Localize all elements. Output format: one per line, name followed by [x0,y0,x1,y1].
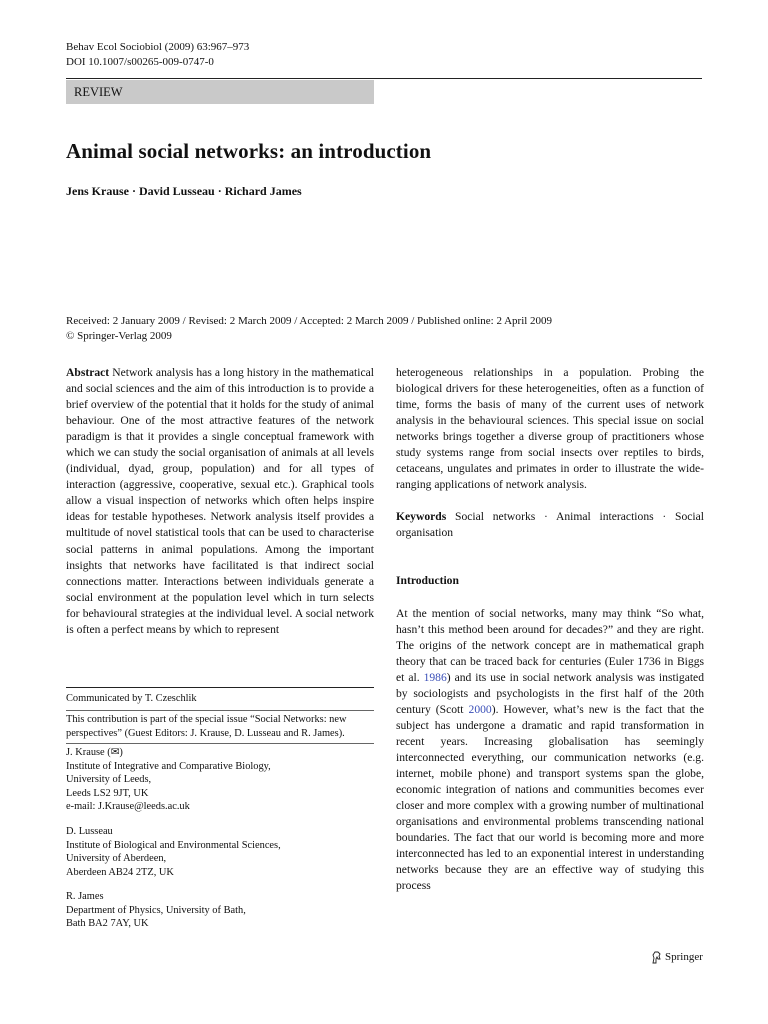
right-column [396,365,704,894]
article-title: Animal social networks: an introduction [66,139,432,163]
affil-line: R. James [66,891,104,902]
intro-text: At the mention of social networks, many may think “So what, hasn’t this method been around for decades?” and they are right. The origins of the network concept are in mathematical graph theory that can be traced back for centuries (Euler 1736 in Biggs et al. [396,606,704,684]
doi: DOI 10.1007/s00265-009-0747-0 [66,56,214,68]
intro-text: ). However, what’s new is the fact that the subject has undergone a dramatic and rapid transformation in recent years. Increasing globalisation has seemingly interconnected everything, our communication networks (e.g. internet, mobile phone) and transport systems span the globe, economic integration of nations and communities becomes ever closer and more complex with a growing number of multinational organisations and environmental problems transcending national boundaries. The fact that our world is becoming more and more interconnected has led to an exponential interest in understanding networks because they are an effective way of studying this process [396,702,704,893]
note-divider [66,743,374,744]
abstract [66,365,374,638]
springer-horse-icon [651,951,662,964]
affil-line: J. Krause (✉) [66,747,123,758]
keywords [396,509,704,541]
affil-line: Department of Physics, University of Bath, [66,904,246,916]
publisher-name: Springer [665,951,703,963]
abstract-label: Abstract [66,366,110,379]
affil-line: Institute of Integrative and Comparative Biology, [66,760,271,772]
author-list: Jens Krause · David Lusseau · Richard James [66,184,302,198]
affil-line: University of Aberdeen, [66,853,167,865]
special-issue-note: This contribution is part of the special issue “Social Networks: new perspectives” (Guest Editors: J. Krause, D. Lusseau and R. James). [66,714,347,739]
abstract-left-column [66,365,374,638]
affil-line: D. Lusseau [66,826,113,837]
section-label: REVIEW [66,80,374,104]
affiliation-james [66,890,374,931]
journal-citation: Behav Ecol Sociobiol (2009) 63:967–973 [66,41,250,53]
introduction-paragraph [396,606,704,895]
affil-line: University of Leeds, [66,774,152,786]
history-dates [66,314,552,344]
affil-line: Bath BA2 7AY, UK [66,918,149,930]
affiliation-krause [66,746,374,814]
communicated-note: Communicated by T. Czeschlik [66,693,197,704]
affil-line: Institute of Biological and Environmental Sciences, [66,839,281,851]
citation-link[interactable]: 2000 [468,702,492,716]
email-address[interactable]: e-mail: J.Krause@leeds.ac.uk [66,801,190,813]
footnote-rule [66,687,374,688]
header-rule [66,78,702,79]
keywords-text: Social networks · Animal interactions · Social organisation [396,510,704,540]
affil-line: Aberdeen AB24 2TZ, UK [66,866,174,878]
section-heading-introduction: Introduction [396,574,459,588]
keywords-label: Keywords [396,510,447,524]
running-header [66,40,249,70]
affiliation-lusseau [66,825,374,879]
intro-text: ) and its use in social network analysis was instigated by sociologists and psychologists in the first half of the 20th century (Scott [396,670,704,716]
received-dates: Received: 2 January 2009 / Revised: 2 March 2009 / Accepted: 2 March 2009 / Published online: 2 April 2009 [66,315,553,327]
abstract-text-left: Network analysis has a long history in the mathematical and social sciences and the aim of this introduction is to provide a brief overview of the potential that it holds for the study of animal behaviour. One of the most attractive features of the network paradigm is that it provides a single conceptual framework with which we can study the social organisation of animals at all levels (individual, dyad, group, population) and for all types of interaction (aggressive, cooperative, sexual etc.). Graphical tools allow a visual inspection of networks which often helps inspire ideas for testable hypotheses. Network analysis itself provides a multitude of novel statistical tools that can be used to characterise social patterns in animal populations. Among the important insights that networks have facilitated is that indirect social connections matter. Interactions between individuals generate a social environment at the population level which in turn selects for behavioural strategies at the individual level. A social network is often a perfect means by which to represent [66,366,375,636]
publisher-logo [651,950,703,964]
abstract-continued: heterogeneous relationships in a population. Probing the biological drivers for these heterogeneities, often as a function of time, forms the basis of many of the current uses of network analysis in the behavioural sciences. This special issue on social networks brings together a diverse group of practitioners whose study systems range from social insects over reptiles to birds, cetaceans, ungulates and primates in order to illustrate the wide-ranging applications of network analysis. [396,366,704,492]
note-divider [66,710,374,711]
citation-link[interactable]: 1986 [423,670,447,684]
affil-line: Leeds LS2 9JT, UK [66,787,149,799]
copyright: © Springer-Verlag 2009 [66,330,172,342]
